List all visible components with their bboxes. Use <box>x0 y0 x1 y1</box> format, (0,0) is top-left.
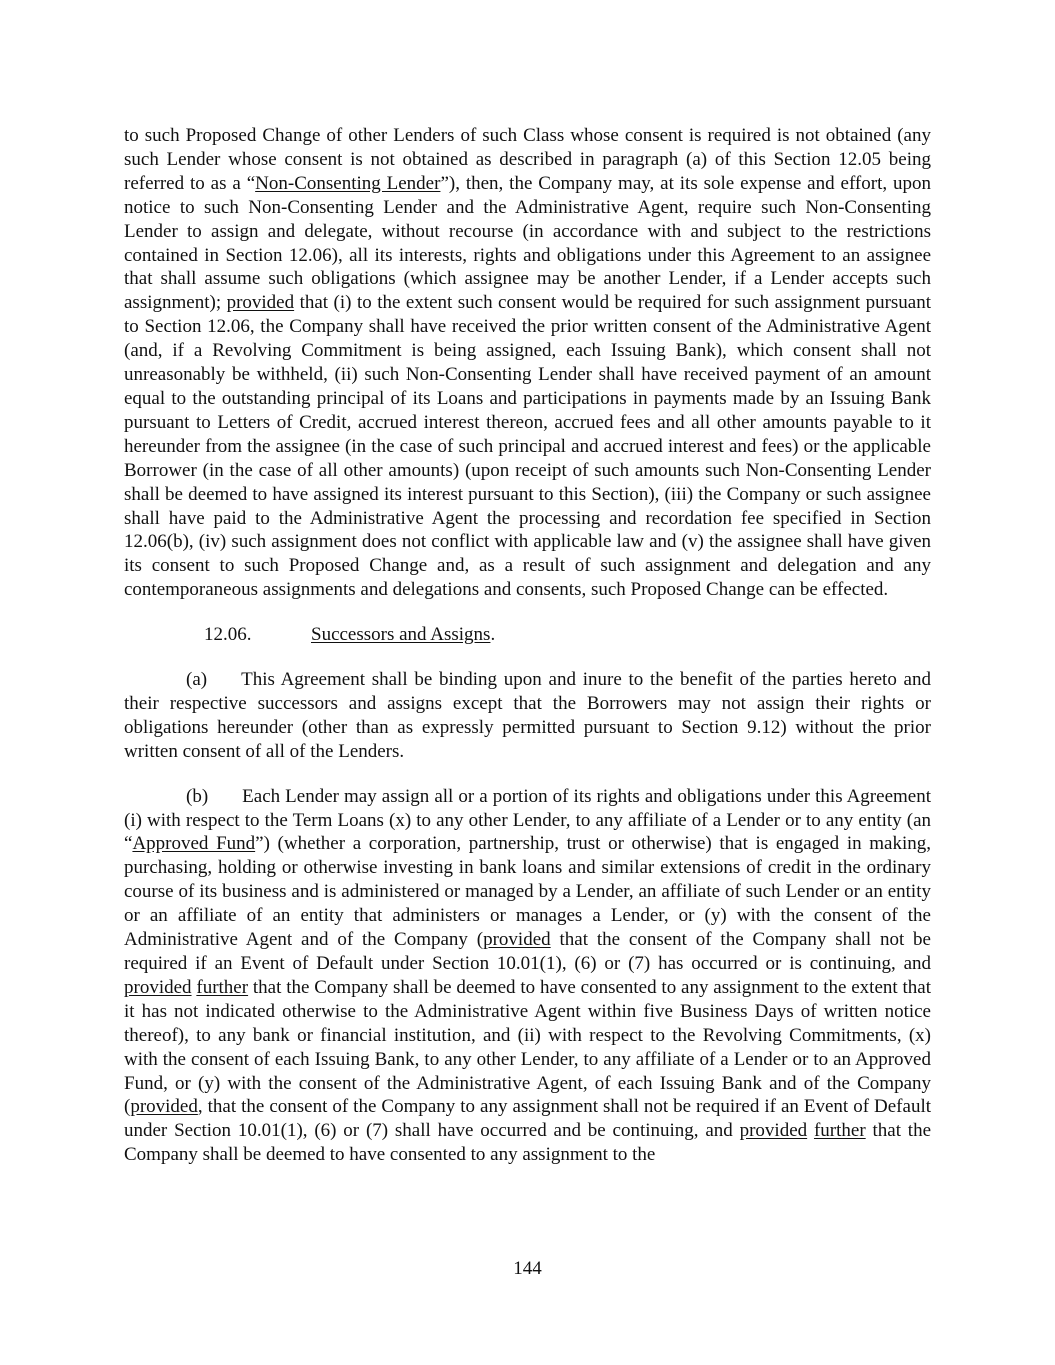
page-number: 144 <box>513 1258 542 1279</box>
underlined-term: provided <box>130 1096 198 1118</box>
paragraph-label: (a) <box>186 669 208 691</box>
paragraph-a: (a) This Agreement shall be binding upon and inure to the benefit of the parties hereto and their respective successors and assigns except that the Borrowers may not assign their rights or obligations hereunder (other than as expressly permitted pursuant to Section 9.12) without the prior written consent of all of the Lenders. <box>124 669 931 762</box>
document-page <box>124 124 931 1167</box>
defined-term: Non-Consenting Lender <box>255 172 441 194</box>
underlined-term: provided <box>124 976 192 998</box>
underlined-term: further <box>813 1120 866 1142</box>
paragraph-continuation: to such Proposed Change of other Lenders of such Class whose consent is required is not obtained (any such Lender whose consent is not obtained as described in paragraph (a) of this Section 12.05 being referred to as a “Non-Consenting Lender”), then, the Company may, at its sole expense and effort, upon notice to such Non-Consenting Lender and the Administrative Agent, require such Non-Consenting Lender to assign and delegate, without recourse (in accordance with and subject to the restrictions contained in Section 12.06), all its interests, rights and obligations under this Agreement to an assignee that shall assume such obligations (which assignee may be another Lender, if a Lender accepts such assignment); provided that (i) to the extent such consent would be required for such assignment pursuant to Section 12.06, the Company shall have received the prior written consent of the Administrative Agent (and, if a Revolving Commitment is being assigned, each Issuing Bank), which consent shall not unreasonably be withheld, (ii) such Non-Consenting Lender shall have received payment of an amount equal to the outstanding principal of its Loans and participations in payments made by an Issuing Bank pursuant to Letters of Credit, accrued interest thereon, accrued fees and all other amounts payable to it hereunder from the assignee (in the case of such principal and accrued interest and fees) or the applicable Borrower (in the case of all other amounts) (upon receipt of such amounts such Non-Consenting Lender shall be deemed to have assigned its interest pursuant to this Section), (iii) the Company or such assignee shall have paid to the Administrative Agent the processing and recordation fee specified in Section 12.06(b), (iv) such assignment does not conflict with applicable law and (v) the assignee shall have given its consent to such Proposed Change and, as a result of such assignment and delegation and any contemporaneous assignments and delegations and consents, such Proposed Change can be effected. <box>124 125 932 601</box>
paragraph-label: (b) <box>186 785 209 807</box>
section-title: Successors and Assigns <box>311 624 491 646</box>
underlined-term: provided <box>483 929 551 951</box>
underlined-term: provided <box>226 292 295 314</box>
defined-term: Approved Fund <box>132 833 256 855</box>
underlined-term: further <box>196 976 249 998</box>
underlined-term: provided <box>739 1120 808 1142</box>
section-heading: 12.06. Successors and Assigns. <box>204 624 496 646</box>
paragraph-b: (b) Each Lender may assign all or a portion of its rights and obligations under this Agreement (i) with respect to the Term Loans (x) to any other Lender, to any affiliate of a Lender or to any entity (an “Approved Fund”) (whether a corporation, partnership, trust or otherwise) that is engaged in making, purchasing, holding or otherwise investing in bank loans and similar extensions of credit in the ordinary course of its business and is administered or managed by a Lender, an affiliate of such Lender or an entity or an affiliate of an entity that administers or manages a Lender, or (y) with the consent of the Administrative Agent and of the Company (provided that the consent of the Company shall not be required if an Event of Default under Section 10.01(1), (6) or (7) has occurred or is continuing, and provided further that the Company shall be deemed to have consented to any assignment to the extent that it has not indicated otherwise to the Administrative Agent within five Business Days of written notice thereof), to any bank or financial institution, and (ii) with respect to the Revolving Commitments, (x) with the consent of each Issuing Bank, to any other Lender, to any affiliate of a Lender or to an Approved Fund, or (y) with the consent of the Administrative Agent, of each Issuing Bank and of the Company (provided, that the consent of the Company to any assignment shall not be required if an Event of Default under Section 10.01(1), (6) or (7) shall have occurred and be continuing, and provided further that the Company shall be deemed to have consented to any assignment to the <box>124 785 931 1166</box>
section-number: 12.06. <box>204 624 252 646</box>
